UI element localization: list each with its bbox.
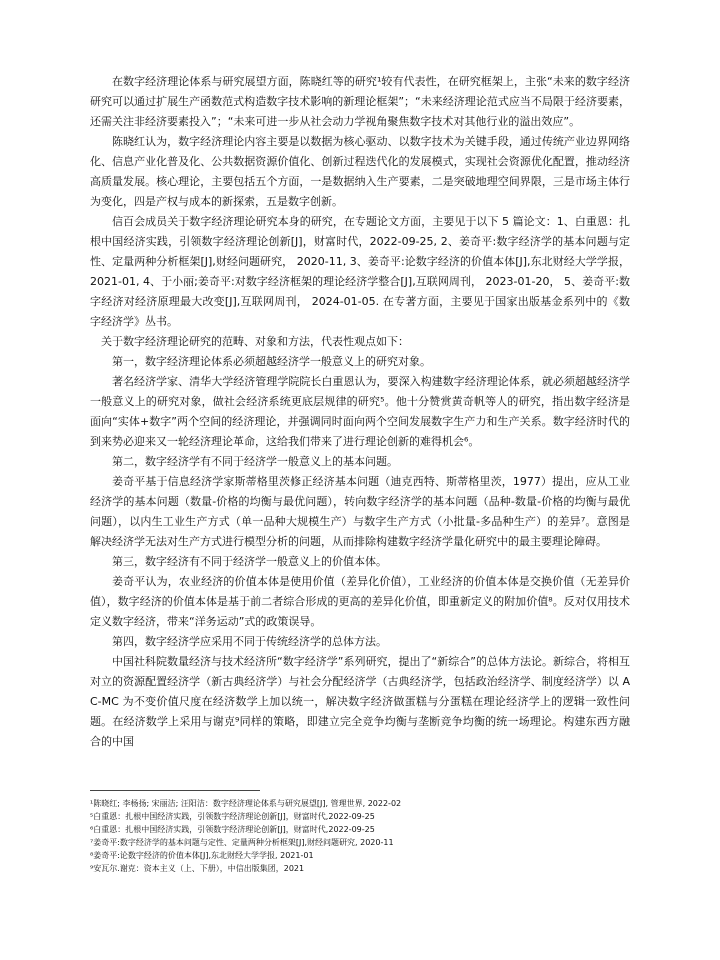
footnote-1: ¹陈晓红; 李杨扬; 宋丽洁; 汪阳洁：数字经济理论体系与研究展望[J], 管理世界, 2022-02 [90,799,402,808]
footnote-8: ⁸姜奇平:论数字经济的价值本体[J],东北财经大学学报, 2021-01 [90,851,314,860]
footnote-9: ⁹安瓦尔.谢克：资本主义（上、下册），中信出版集团，2021 [90,864,305,873]
paragraph-member-research: 信百会成员关于数字经济理论研究本身的研究，在专题论文方面，主要见于以下 5 篇论文：1、白重恩：扎根中国经济实践，引领数字经济理论创新[J]，财富时代，2022-09-25, 2、姜奇平:数字经济学的基本问题与定性、定量两种分析框架[J],财经问题研究， 2020-11, 3、姜奇平:论数字经济的价值本体[J],东北财经大学学报， 2021-01, 4、于小丽;姜奇平:对数字经济框架的理论经济学整合[J],互联网周刊， 2023-01-20， 5、姜奇平:数字经济对经济原理最大改变[J],互联网周刊， 2024-01-05. 在专著方面，主要见于国家出版基金系列中的《数字经济学》丛书。 [90,215,630,328]
paragraph-scope-intro: 关于数字经济理论研究的范畴、对象和方法，代表性观点如下： [101,335,409,348]
footnotes [90,790,630,875]
footnote-5: ⁵白重恩：扎根中国经济实践，引领数字经济理论创新[J]，财富时代,2022-09-25 [90,812,375,821]
heading-point-four: 第四，数字经济学应采用不同于传统经济学的总体方法。 [112,635,387,648]
footnote-divider [90,790,260,791]
heading-point-one: 第一，数字经济理论体系必须超越经济学一般意义上的研究对象。 [112,355,431,368]
paragraph-research-outlook: 在数字经济理论体系与研究展望方面，陈晓红等的研究¹较有代表性，在研究框架上，主张“未来的数字经济研究可以通过扩展生产函数范式构造数字技术影响的新理论框架”；“未来经济理论范式应当不局限于经济要素，还需关注非经济要素投入”；“未来可进一步从社会动力学视角聚焦数字技术对其他行业的溢出效应”。 [90,75,630,128]
heading-point-three: 第三，数字经济有不同于经济学一般意义上的价值本体。 [112,555,387,568]
footnote-7: ⁷姜奇平:数字经济学的基本问题与定性、定量两种分析框架[J],财经问题研究, 2020-11 [90,838,394,847]
document-body [90,72,630,752]
paragraph-bai-chongen: 著名经济学家、清华大学经济管理学院院长白重恩认为，要深入构建数字经济理论体系，就必须超越经济学一般意义上的研究对象，做社会经济系统更底层规律的研究⁵。他十分赞赏黄奇帆等人的研究，指出数字经济是面向“实体+数字”两个空间的经济理论，并强调同时面向两个空间发展数字生产力和生产关系。数字经济时代的到来势必迎来又一轮经济理论革命，这给我们带来了进行理论创新的难得机会⁶。 [90,375,630,448]
paragraph-basic-problems: 姜奇平基于信息经济学家斯蒂格里茨修正经济基本问题（迪克西特、斯蒂格里茨，1977）提出，应从工业经济学的基本问题（数量-价格的均衡与最优问题），转向数字经济学的基本问题（品种-数量-价格的均衡与最优问题），以内生工业生产方式（单一品种大规模生产）与数字生产方式（小批量-多品种生产）的差异⁷。意图是解决经济学无法对生产方式进行模型分析的问题，从而排除构建数字经济学量化研究中的最主要理论障碍。 [90,475,630,548]
paragraph-core-theory: 陈晓红认为，数字经济理论内容主要是以数据为核心驱动、以数字技术为关键手段，通过传统产业边界网络化、信息产业化普及化、公共数据资源价值化、创新过程迭代化的发展模式，实现社会资源优化配置，推动经济高质量发展。核心理论，主要包括五个方面，一是数据纳入生产要素，二是突破地理空间界限，三是市场主体行为变化，四是产权与成本的新探索，五是数字创新。 [90,135,630,208]
paragraph-new-synthesis: 中国社科院数量经济与技术经济所“数字经济学”系列研究，提出了“新综合”的总体方法论。新综合，将相互对立的资源配置经济学（新古典经济学）与社会分配经济学（古典经济学，包括政治经济学、制度经济学）以 AC-MC 为不变价值尺度在经济数学上加以统一，解决数字经济做蛋糕与分蛋糕在理论经济学上的逻辑一致性问题。在经济数学上采用与谢克⁹同样的策略，即建立完全竞争均衡与垄断竞争均衡的统一场理论。构建东西方融合的中国 [90,655,630,748]
heading-point-two: 第二，数字经济学有不同于经济学一般意义上的基本问题。 [112,455,398,468]
footnote-6: ⁶白重恩：扎根中国经济实践，引领数字经济理论创新[J]，财富时代,2022-09-25 [90,825,375,834]
paragraph-value-ontology: 姜奇平认为，农业经济的价值本体是使用价值（差异化价值），工业经济的价值本体是交换价值（无差异价值），数字经济的价值本体是基于前二者综合形成的更高的差异化价值，即重新定义的附加价值⁸。反对仅用技术定义数字经济，带来“洋务运动”式的政策误导。 [90,575,630,628]
